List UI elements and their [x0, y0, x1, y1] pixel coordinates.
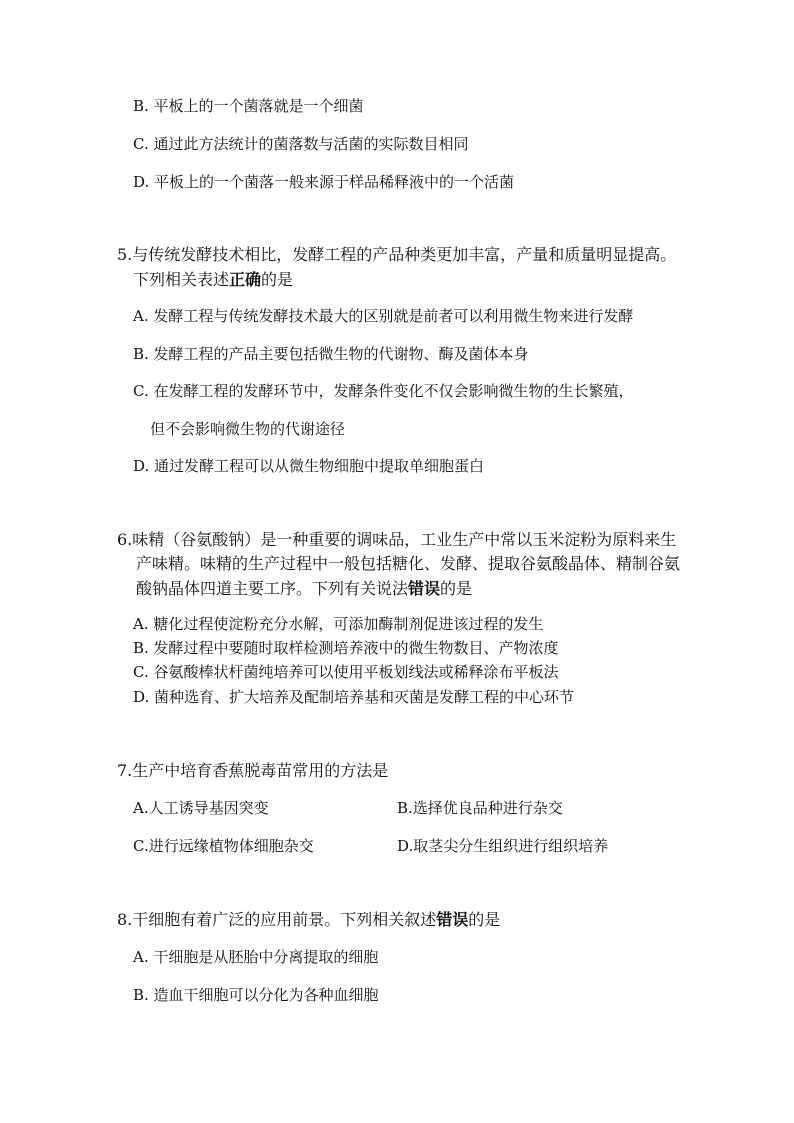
- q5-stem-text: 下列相关表述: [133, 270, 230, 289]
- q5-option-a: A. 发酵工程与传统发酵技术最大的区别就是前者可以利用微生物来进行发酵: [133, 307, 634, 325]
- q6-stem-line1: 6.味精（谷氨酸钠）是一种重要的调味品，工业生产中常以玉米淀粉为原料来生: [117, 530, 677, 549]
- q4-option-b: B. 平板上的一个菌落就是一个细菌: [133, 97, 364, 115]
- q6-option-b: B. 发酵过程中要随时取样检测培养液中的微生物数目、产物浓度: [133, 639, 559, 657]
- q7-stem: 7.生产中培育香蕉脱毒苗常用的方法是: [117, 761, 389, 780]
- q6-option-c: C. 谷氨酸棒状杆菌纯培养可以使用平板划线法或稀释涂布平板法: [133, 663, 559, 681]
- q5-stem-emphasis: 正确: [229, 270, 262, 289]
- q8-stem-text-end: 的是: [468, 910, 501, 929]
- q8-option-b: B. 造血干细胞可以分化为各种血细胞: [133, 986, 379, 1004]
- q4-option-c: C. 通过此方法统计的菌落数与活菌的实际数目相同: [133, 135, 469, 153]
- q6-stem-text: 酸钠晶体四道主要工序。下列有关说法: [136, 579, 409, 598]
- q8-stem-emphasis: 错误: [436, 910, 469, 929]
- q8-stem: [117, 910, 500, 930]
- q7-option-a: A.人工诱导基因突变: [133, 799, 269, 817]
- q5-stem-line2: [133, 270, 293, 290]
- q8-stem-text: 8.干细胞有着广泛的应用前景。下列相关叙述: [117, 910, 437, 929]
- q7-option-d: D.取茎尖分生组织进行组织培养: [397, 837, 609, 855]
- q5-stem-text-end: 的是: [261, 270, 294, 289]
- q4-option-d: D. 平板上的一个菌落一般来源于样品稀释液中的一个活菌: [133, 173, 515, 191]
- q5-option-b: B. 发酵工程的产品主要包括微生物的代谢物、酶及菌体本身: [133, 345, 529, 363]
- q7-option-b: B.选择优良品种进行杂交: [397, 799, 563, 817]
- q6-stem-emphasis: 错误: [408, 579, 441, 598]
- q5-option-d: D. 通过发酵工程可以从微生物细胞中提取单细胞蛋白: [133, 457, 485, 475]
- q6-option-a: A. 糖化过程使淀粉充分水解，可添加酶制剂促进该过程的发生: [133, 615, 544, 633]
- q6-stem-line3: [136, 579, 472, 599]
- q6-stem-text-end: 的是: [440, 579, 473, 598]
- q6-stem-line2: 产味精。味精的生产过程中一般包括糖化、发酵、提取谷氨酸晶体、精制谷氨: [136, 554, 681, 573]
- q7-option-c: C.进行远缘植物体细胞杂交: [133, 837, 314, 855]
- q5-option-c-continued: 但不会影响微生物的代谢途径: [150, 420, 346, 438]
- q6-option-d: D. 菌种选育、扩大培养及配制培养基和灭菌是发酵工程的中心环节: [133, 688, 575, 706]
- q5-stem-line1: 5.与传统发酵技术相比，发酵工程的产品种类更加丰富，产量和质量明显提高。: [117, 245, 677, 264]
- q5-option-c: C. 在发酵工程的发酵环节中，发酵条件变化不仅会影响微生物的生长繁殖，: [133, 382, 634, 400]
- q8-option-a: A. 干细胞是从胚胎中分离提取的细胞: [133, 948, 379, 966]
